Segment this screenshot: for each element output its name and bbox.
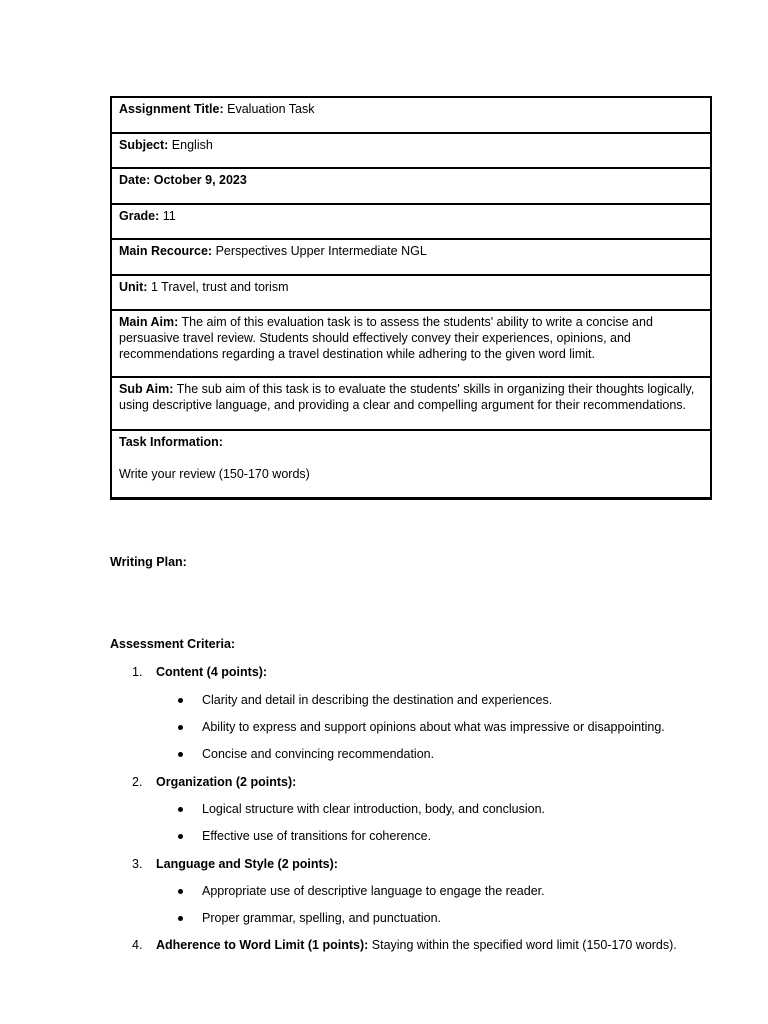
assignment-title-row [112,98,710,134]
bullet-icon [178,807,183,812]
assignment-info-table [110,96,712,500]
resource-row [112,240,710,276]
resource-value: Perspectives Upper Intermediate NGL [215,244,427,258]
criterion-number: 3. [132,857,143,871]
bullet-icon [178,916,183,921]
criterion-content [132,664,732,680]
assessment-criteria-heading: Assessment Criteria: [110,637,236,651]
date-label: Date: October 9, 2023 [119,173,247,187]
bullet-icon [178,889,183,894]
bullet-icon [178,834,183,839]
bullet-text: Clarity and detail in describing the destination and experiences. [202,693,553,707]
task-info-row [112,431,710,497]
criterion-language-style [132,856,732,872]
sub-aim-row [112,378,710,431]
bullet-text: Effective use of transitions for coherence. [202,829,432,843]
assignment-title-value: Evaluation Task [227,102,315,116]
grade-row [112,205,710,241]
criterion-number: 4. [132,938,143,952]
bullet-text: Proper grammar, spelling, and punctuation. [202,911,442,925]
date-row [112,169,710,205]
assignment-title-label: Assignment Title: [119,102,224,116]
main-aim-value: The aim of this evaluation task is to assess the students' ability to write a concise and persuasive travel review. Students should effectively convey their experiences, opinions, and recommendations regarding a travel destination while adhering to the given word limit. [119,315,653,361]
bullet-text: Ability to express and support opinions about what was impressive or disappointing. [202,720,665,734]
subject-row [112,134,710,170]
grade-label: Grade: [119,208,160,223]
criterion-description: Staying within the specified word limit (150-170 words). [371,938,677,952]
sub-aim-value: The sub aim of this task is to evaluate the students' skills in organizing their thoughts logically, using descriptive language, and providing a clear and compelling argument for their recommendations. [119,382,695,412]
subject-value: English [171,137,213,152]
grade-value: 11 [162,208,176,223]
criterion-title: Adherence to Word Limit (1 points): [156,938,369,952]
unit-row [112,276,710,312]
writing-plan-heading: Writing Plan: [110,555,187,569]
bullet-text: Logical structure with clear introduction, body, and conclusion. [202,802,546,816]
unit-label: Unit: [119,279,148,294]
bullet-icon [178,725,183,730]
bullet-text: Appropriate use of descriptive language to engage the reader. [202,884,545,898]
resource-label: Main Recource: [119,244,213,258]
criterion-number: 1. [132,665,143,679]
criterion-word-limit [132,937,732,953]
criterion-organization [132,774,732,790]
main-aim-label: Main Aim: [119,315,179,329]
bullet-text: Concise and convincing recommendation. [202,747,435,761]
criterion-title: Language and Style (2 points): [156,857,338,871]
criterion-title: Organization (2 points): [156,775,297,789]
bullet-icon [178,752,183,757]
main-aim-row [112,311,710,378]
criterion-number: 2. [132,775,143,789]
task-info-label: Task Information: [119,435,223,449]
subject-label: Subject: [119,137,169,152]
bullet-icon [178,698,183,703]
sub-aim-label: Sub Aim: [119,382,174,396]
criterion-title: Content (4 points): [156,665,268,679]
unit-value: 1 Travel, trust and torism [150,279,289,294]
task-info-value: Write your review (150-170 words) [119,467,310,481]
